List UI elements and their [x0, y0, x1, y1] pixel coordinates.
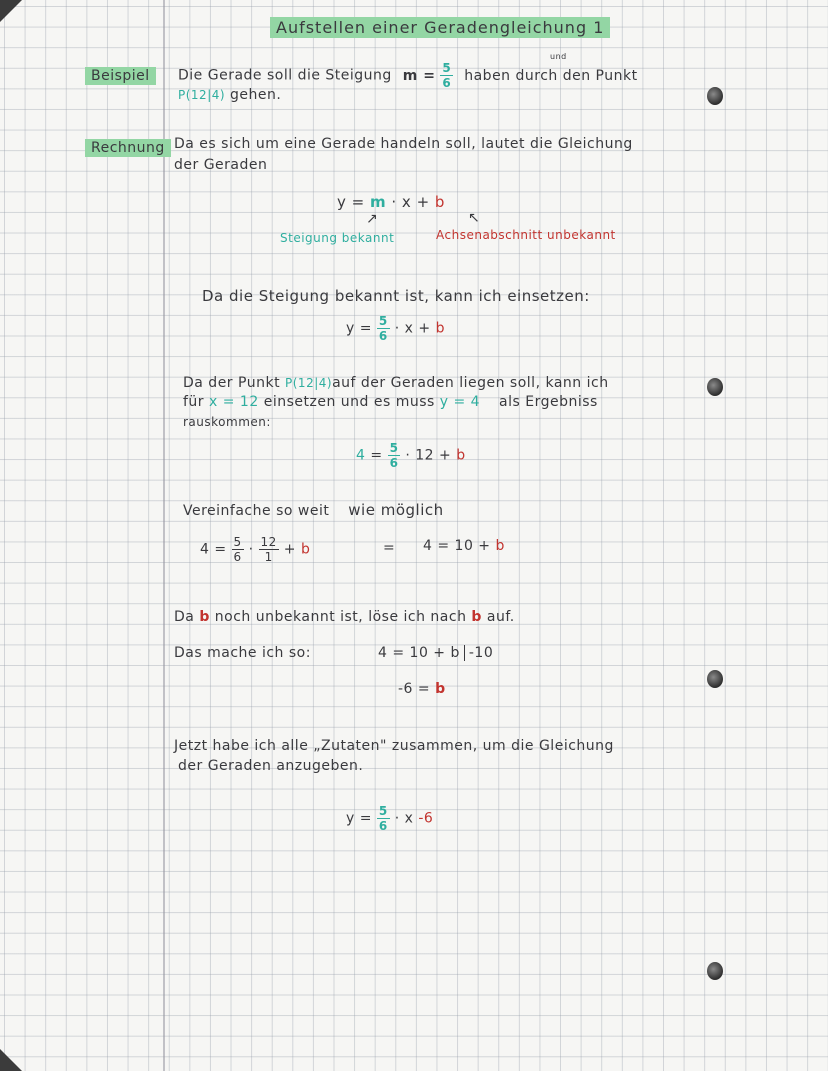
step2-numerator: 5: [389, 441, 399, 455]
page-title: [270, 18, 610, 37]
final-fraction: [377, 805, 390, 832]
step4-text-mid: noch unbekannt ist, löse ich nach: [214, 609, 467, 625]
step3-text-b: wie möglich: [348, 501, 444, 519]
achsenabschnitt-label: Achsenabschnitt unbekannt: [436, 228, 616, 242]
step2-text-post: auf der Geraden liegen soll, kann ich: [332, 375, 609, 391]
page-title-text: Aufstellen einer Geradengleichung 1: [270, 17, 610, 38]
step2-denominator: 6: [389, 456, 399, 470]
page-corner-top: [0, 0, 22, 22]
und-insert: und: [550, 52, 567, 61]
step3-result-pre: 4 = 10 +: [423, 538, 491, 554]
step1-denominator: 6: [378, 329, 388, 343]
step5-line-2: der Geraden anzugeben.: [178, 758, 364, 774]
step4-line-2: Das mache ich so:: [174, 645, 311, 661]
final-eq-intercept: -6: [418, 810, 434, 827]
step4-line-1: [174, 609, 515, 625]
punch-hole-1: [707, 87, 723, 105]
label-rechnung: [85, 140, 171, 156]
step4-text-pre: Da: [174, 609, 195, 625]
step2-fraction: [388, 442, 401, 469]
step2-line-2: [183, 394, 598, 410]
final-denominator: 6: [378, 819, 388, 833]
step2-point: P(12|4): [285, 376, 333, 390]
step4-eq2: [398, 681, 446, 697]
slope-fraction: [440, 62, 453, 89]
final-eq-mid: · x: [394, 810, 414, 827]
step2-b: b: [456, 447, 466, 464]
step3-text-a: Vereinfache so weit: [183, 503, 330, 519]
steigung-bekannt-label: Steigung bekannt: [280, 231, 395, 245]
step1-numerator: 5: [378, 314, 388, 328]
step3-plus: +: [283, 541, 297, 558]
punch-hole-3: [707, 670, 723, 688]
beispiel-text-post: haben durch den Punkt: [464, 67, 638, 84]
beispiel-line-2: [178, 87, 281, 103]
step3-fraction-2: [259, 536, 279, 563]
eq-m: m: [369, 193, 387, 211]
page-corner-bottom: [0, 1049, 22, 1071]
eq-y: y =: [337, 193, 370, 211]
step3-equation: [200, 536, 310, 563]
slope-denominator: 6: [442, 76, 452, 90]
step3-eq-pre: 4 =: [200, 541, 227, 558]
step4-eq1: [378, 645, 493, 661]
step4-eq2-pre: -6 =: [398, 681, 431, 697]
step3-equiv: =: [383, 540, 396, 556]
step4-text-post: auf.: [486, 609, 515, 625]
beispiel-text-line2: gehen.: [230, 87, 282, 103]
step2-eq-mid: · 12 +: [405, 447, 452, 464]
step4-eq1-text: 4 = 10 + b: [378, 645, 460, 661]
punch-hole-2: [707, 378, 723, 396]
step1-eq-mid: · x +: [394, 320, 431, 337]
step4-eq2-b: b: [435, 681, 446, 697]
step2-text-pre: Da der Punkt: [183, 375, 281, 391]
step3-result-b: b: [495, 538, 505, 554]
slope-numerator: 5: [442, 61, 452, 75]
step1-equation: [346, 315, 445, 342]
punch-hole-4: [707, 962, 723, 980]
arrow-to-b: ↖: [468, 210, 480, 226]
step1-text: Da die Steigung bekannt ist, kann ich einsetzen:: [202, 287, 590, 305]
step3-text: [183, 501, 444, 519]
step2-eq-sign: =: [370, 447, 383, 464]
margin-line: [163, 0, 165, 1071]
step2-x-value: x = 12: [209, 394, 259, 410]
final-eq-pre: y =: [346, 810, 372, 827]
step3-f1-denominator: 6: [233, 550, 242, 564]
step2-line-3: rauskommen:: [183, 415, 271, 429]
beispiel-text: Die Gerade soll die Steigung: [178, 67, 392, 84]
step3-result: [423, 538, 505, 554]
step3-b: b: [300, 541, 311, 558]
step2-text-mid: einsetzen und es muss: [263, 394, 435, 410]
slope-m-label: m =: [402, 67, 436, 84]
step4-b2: b: [471, 609, 482, 625]
beispiel-line-1: [178, 62, 638, 89]
step3-f2-denominator: 1: [264, 550, 273, 564]
point-p: P(12|4): [178, 88, 226, 102]
eq-b: b: [434, 193, 445, 211]
step2-equation: [356, 442, 466, 469]
final-equation: [346, 805, 433, 832]
step1-b: b: [435, 320, 445, 337]
step2-text-end: als Ergebniss: [499, 394, 598, 410]
step4-operation: -10: [464, 645, 493, 661]
step2-line-1: [183, 375, 609, 391]
step2-y-value: y = 4: [439, 394, 481, 410]
label-rechnung-text: Rechnung: [85, 139, 171, 157]
step1-eq-pre: y =: [346, 320, 372, 337]
step4-b1: b: [199, 609, 210, 625]
step2-eq-4: 4: [356, 447, 366, 464]
arrow-to-m: ↗: [366, 211, 378, 227]
rechnung-line-2: der Geraden: [174, 157, 268, 173]
label-beispiel: [85, 68, 156, 84]
general-equation: [337, 193, 445, 211]
step3-f1-numerator: 5: [233, 535, 242, 549]
step2-fuer: für: [183, 394, 205, 410]
rechnung-line-1: Da es sich um eine Gerade handeln soll, lautet die Gleichung: [174, 136, 633, 152]
step3-fraction-1: [232, 536, 244, 563]
step5-line-1: Jetzt habe ich alle „Zutaten" zusammen, um die Gleichung: [174, 738, 614, 754]
eq-x: · x +: [386, 193, 435, 211]
label-beispiel-text: Beispiel: [85, 67, 156, 85]
step1-fraction: [377, 315, 390, 342]
step3-f2-numerator: 12: [260, 535, 277, 549]
step3-dot: ·: [248, 541, 254, 558]
final-numerator: 5: [378, 804, 388, 818]
